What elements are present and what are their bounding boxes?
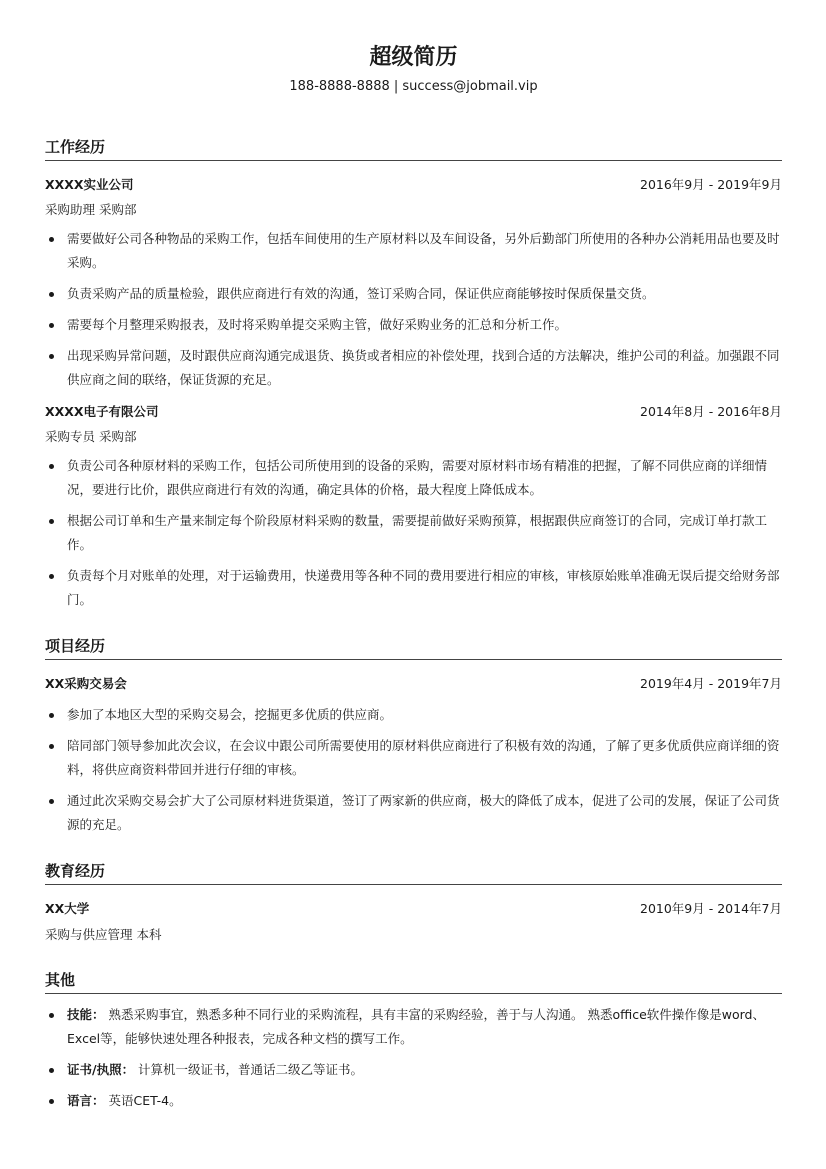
section-title-education: 教育经历: [45, 862, 106, 880]
list-item: 负责公司各种原材料的采购工作，包括公司所使用到的设备的采购，需要对原材料市场有精准的把握，了解不同供应商的详细情况，要进行比价，跟供应商进行有效的沟通，确定具体的价格，最大程度上降低成本。: [45, 454, 782, 502]
certificates-text: 计算机一级证书，普通话二级乙等证书。: [134, 1062, 364, 1077]
job-bullets: [45, 454, 782, 612]
certificates-label: 证书/执照：: [67, 1062, 135, 1077]
resume-name: 超级简历: [369, 45, 458, 70]
job-role: 采购专员 采购部: [45, 429, 137, 444]
section-title-work: 工作经历: [45, 138, 106, 156]
section-education: [45, 860, 782, 885]
education-date: 2010年9月 - 2014年7月: [640, 901, 782, 916]
list-item: [45, 1058, 782, 1082]
list-item: 陪同部门领导参加此次会议，在会议中跟公司所需要使用的原材料供应商进行了积极有效的沟通，了解了更多优质供应商详细的资料，将供应商资料带回并进行仔细的审核。: [45, 734, 782, 782]
job-bullets: [45, 227, 782, 392]
list-item: 负责每个月对账单的处理，对于运输费用，快递费用等各种不同的费用要进行相应的审核，审核原始账单准确无误后提交给财务部门。: [45, 564, 782, 612]
list-item: 需要每个月整理采购报表，及时将采购单提交采购主管，做好采购业务的汇总和分析工作。: [45, 313, 782, 337]
skills-text: 熟悉采购事宜，熟悉多种不同行业的采购流程，具有丰富的采购经验，善于与人沟通。 熟悉office软件操作像是word、Excel等，能够快速处理各种报表，完成各种文档的撰写工作。: [67, 1007, 765, 1046]
section-projects: [45, 635, 782, 660]
section-title-other: 其他: [45, 971, 76, 989]
list-item: [45, 1003, 782, 1051]
project-date: 2019年4月 - 2019年7月: [640, 676, 782, 691]
list-item: 根据公司订单和生产量来制定每个阶段原材料采购的数量，需要提前做好采购预算，根据跟供应商签订的合同，完成订单打款工作。: [45, 509, 782, 557]
company-name: XXXX电子有限公司: [45, 404, 159, 419]
section-title-projects: 项目经历: [45, 637, 106, 655]
project-name: XX采购交易会: [45, 676, 127, 691]
list-item: [45, 1089, 782, 1113]
job-role: 采购助理 采购部: [45, 202, 137, 217]
skills-label: 技能：: [67, 1007, 105, 1022]
job-date: 2014年8月 - 2016年8月: [640, 404, 782, 419]
section-divider: [45, 993, 782, 994]
section-divider: [45, 659, 782, 660]
section-divider: [45, 160, 782, 161]
section-other: [45, 969, 782, 994]
list-item: 通过此次采购交易会扩大了公司原材料进货渠道，签订了两家新的供应商，极大的降低了成本，促进了公司的发展，保证了公司货源的充足。: [45, 789, 782, 837]
school-name: XX大学: [45, 901, 90, 916]
other-bullets: [45, 1003, 782, 1113]
section-work: [45, 136, 782, 161]
list-item: 出现采购异常问题，及时跟供应商沟通完成退货、换货或者相应的补偿处理，找到合适的方法解决，维护公司的利益。加强跟不同供应商之间的联络，保证货源的充足。: [45, 344, 782, 392]
project-bullets: [45, 703, 782, 837]
section-divider: [45, 884, 782, 885]
languages-label: 语言：: [67, 1093, 105, 1108]
contact-info: 188-8888-8888 | success@jobmail.vip: [289, 79, 538, 94]
list-item: 负责采购产品的质量检验，跟供应商进行有效的沟通，签订采购合同，保证供应商能够按时保质保量交货。: [45, 282, 782, 306]
education-major: 采购与供应管理 本科: [45, 927, 162, 942]
list-item: 需要做好公司各种物品的采购工作，包括车间使用的生产原材料以及车间设备，另外后勤部门所使用的各种办公消耗用品也要及时采购。: [45, 227, 782, 275]
job-date: 2016年9月 - 2019年9月: [640, 177, 782, 192]
list-item: 参加了本地区大型的采购交易会，挖掘更多优质的供应商。: [45, 703, 782, 727]
company-name: XXXX实业公司: [45, 177, 134, 192]
languages-text: 英语CET-4。: [104, 1093, 182, 1108]
